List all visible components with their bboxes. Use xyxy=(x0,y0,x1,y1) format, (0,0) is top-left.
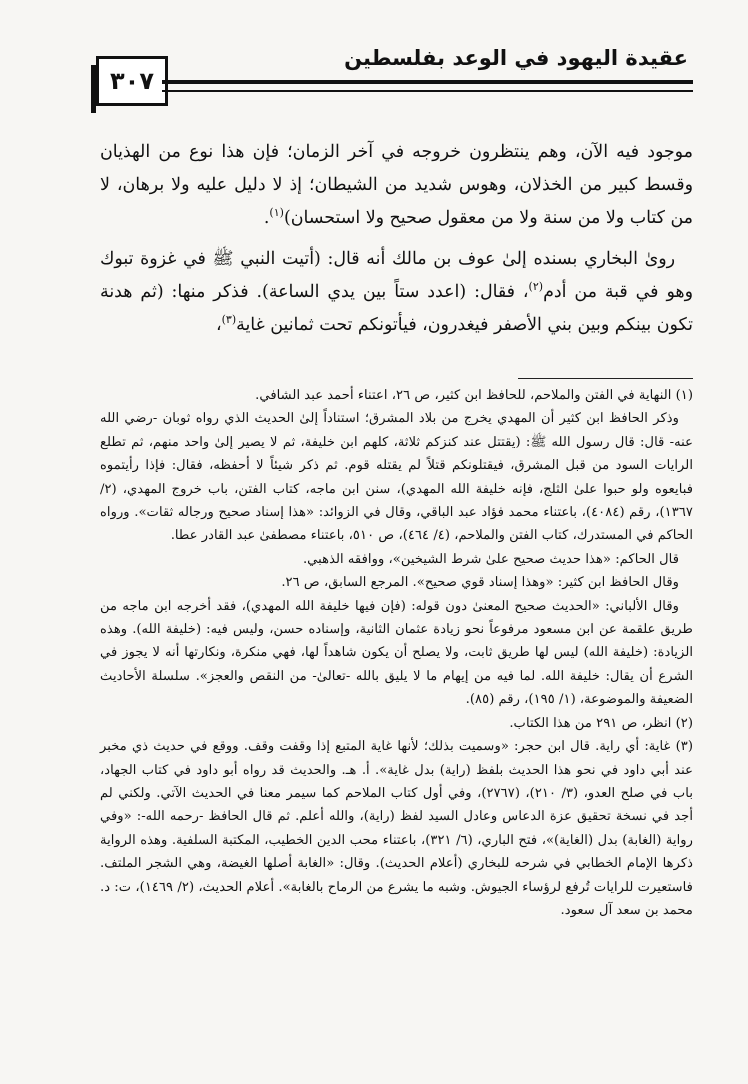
footnote-ref-3: (٣) xyxy=(221,313,237,327)
paragraph-2-text-b: ، فقال: (اعدد ستاً بين يدي الساعة). فذكر منها: (ثم هدنة تكون بينكم وبين بني الأصفر فيغدرون، فيأتونكم تحت ثمانين غاية xyxy=(100,282,693,335)
paragraph-2-text-c: ، xyxy=(215,315,222,335)
footnote-1-line-3: قال الحاكم: «هذا حديث صحيح علىٰ شرط الشيخين»، ووافقه الذهبي. xyxy=(302,551,679,567)
paragraph-2-text-a: روىٰ البخاري بسنده إلىٰ عوف بن مالك أنه قال: (أتيت النبي ﷺ في غزوة تبوك وهو في قبة من أدم xyxy=(100,249,693,302)
paragraph-2 xyxy=(100,243,693,342)
page-header xyxy=(0,0,748,120)
footnote-1-line-5: وقال الألباني: «الحديث صحيح المعنىٰ دون قوله: (فإن فيها خليفة الله المهدي)، فقد أخرجه ابن ماجه من طريق علقمة عن ابن مسعود مرفوعاً نحو زيادة عثمان الثانية، وإسناده حسن، وليس فيه: (خليفة الله). وهذه الزيادة: (خليفة الله) ليس لها طريق ثابت، ولا يصلح أن يكون شاهداً لها، فهي منكرة، ونكارتها أنه لا يجوز في الشرع أن يقال: خليفة الله. لما فيه من إيهام ما لا يليق بالله -تعالىٰ- من النقص والعجز». سلسلة الأحاديث الضعيفة والموضوعة، (١/ ١٩٥)، رقم (٨٥). xyxy=(100,598,693,708)
footnote-1-line-1: (١) النهاية في الفتن والملاحم، للحافظ ابن كثير، ص ٢٦، اعتناء أحمد عبد الشافي. xyxy=(255,388,693,403)
footnote-ref-2: (٢) xyxy=(528,280,544,294)
header-rule-thick xyxy=(162,80,693,84)
footnote-1-line-4: وقال الحافظ ابن كثير: «وهذا إسناد قوي صحيح». المرجع السابق، ص ٢٦. xyxy=(281,575,679,591)
footnotes xyxy=(100,384,693,922)
main-text xyxy=(100,136,693,350)
paragraph-1: موجود فيه الآن، وهم ينتظرون خروجه في آخر الزمان؛ فإن هذا نوع من الهذيان وقسط كبير من الخذلان، وهوس شديد من الشيطان؛ إذ لا دليل عليه ولا برهان، لا من كتاب ولا من سنة ولا من معقول صحيح ولا استحسان)$^{(١)}$. xyxy=(100,142,693,228)
header-rule-thin xyxy=(162,90,693,92)
book-title: عقيدة اليهود في الوعد بفلسطين xyxy=(344,46,688,70)
footnote-2: (٢) انظر، ص ٢٩١ من هذا الكتاب. xyxy=(509,715,693,731)
footnote-ref-1: (١) xyxy=(269,206,284,220)
footnote-1-line-2: وذكر الحافظ ابن كثير أن المهدي يخرج من بلاد المشرق؛ استناداً إلىٰ الحديث الذي رواه ثوبان -رضي الله عنه- قال: قال رسول الله ﷺ: (يقتتل عند كنزكم ثلاثة، كلهم ابن خليفة، ثم لا يصير إلىٰ واحد منهم، ثم تطلع الرايات السود من قبل المشرق، فيقتلونكم قتلاً لم يقتله قوم. ثم ذكر شيئاً لا أحفظه، فقال: فإذا رأيتموه فبايعوه ولو حبوا علىٰ الثلج، فإنه خليفة الله المهدي)، سنن ابن ماجه، كتاب الفتن، باب خروج المهدي، (٢/ ١٣٦٧)، رقم (٤٠٨٤)، باعتناء محمد فؤاد عبد الباقي، وقال في الزوائد: «هذا إسناد صحيح ورجاله ثقات». ورواه الحاكم في المستدرك، كتاب الفتن والملاحم، (٤/ ٤٦٤)، ص ٥١٠، باعتناء مصطفىٰ عبد القادر عطا. xyxy=(100,411,693,544)
footnote-3: (٣) غاية: أي راية. قال ابن حجر: «وسميت بذلك؛ لأنها غاية المتبع إذا وقفت وقف. ووقع في حديث ذي مخبر عند أبي داود في نحو هذا الحديث بلفظ (راية) بدل غاية». أ. هـ. والحديث قد رواه أبو داود في كتاب الجهاد، باب في صلح العدو، (٣/ ٢١٠)، (٢٧٦٧)، وفي أول كتاب الملاحم كما سيمر معنا في الحديث الآتي. ولكني لم أجد في نسخة تحقيق عزة الدعاس وعادل السيد لفظ (راية)، والله أعلم. ثم قال الحافظ -رحمه الله-: «وفي رواية (الغابة) بدل (الغاية)»، فتح الباري، (٦/ ٣٢١)، باعتناء محب الدين الخطيب، المكتبة السلفية. وهذه الرواية ذكرها الإمام الخطابي في شرحه للبخاري (أعلام الحديث). وقال: «الغابة أصلها الغيضة، وهي الشجر الملتف. فاستعيرت للرايات تُرفع لرؤساء الجيوش. وشبه ما يشرع من الرماح بالغابة». أعلام الحديث، (٢/ ١٤٦٩)، ت: د. محمد بن سعد آل سعود. xyxy=(100,739,693,918)
paragraph-1-text: موجود فيه الآن، وهم ينتظرون خروجه في آخر الزمان؛ فإن هذا نوع من الهذيان وقسط كبير من الخذلان، وهوس شديد من الشيطان؛ إذ لا دليل عليه ولا برهان، لا من كتاب ولا من سنة ولا من معقول صحيح ولا استحسان) xyxy=(100,142,693,228)
page-number: ٣٠٧ xyxy=(96,56,168,106)
footnote-separator xyxy=(518,378,693,379)
